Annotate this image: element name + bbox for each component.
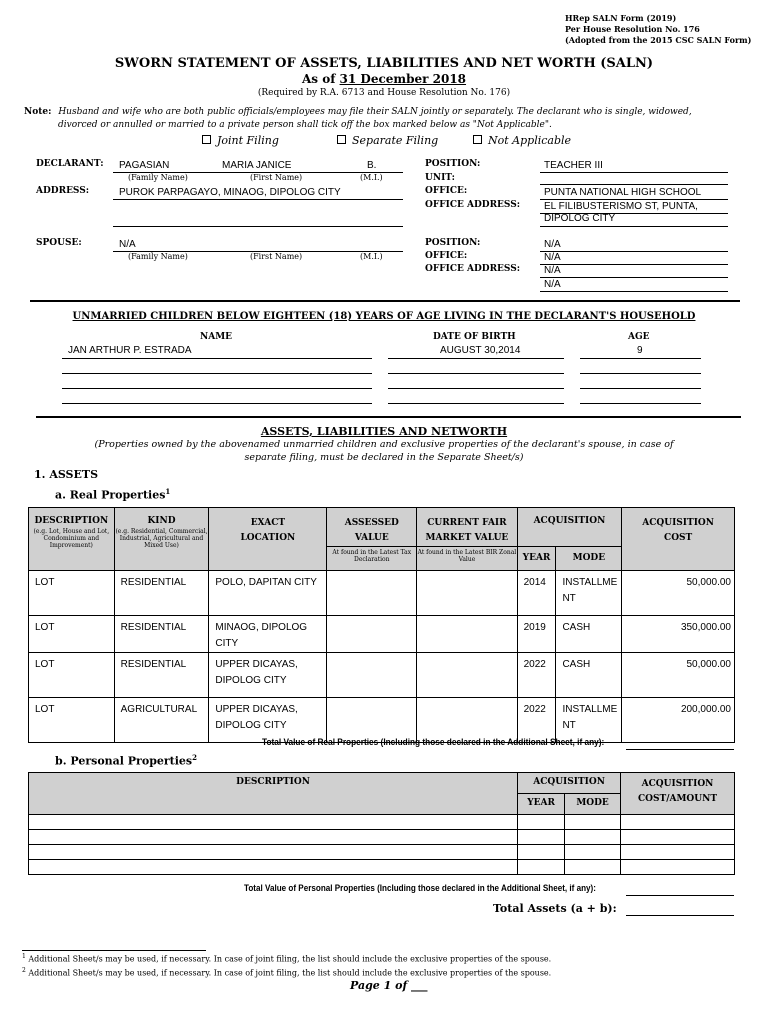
fair-market-value-header xyxy=(417,508,517,547)
total-assets-label: Total Assets (a + b): xyxy=(493,902,617,915)
not-applicable-label: Not Applicable xyxy=(488,134,572,147)
position-label: POSITION: xyxy=(425,159,481,169)
cell-fmv xyxy=(417,571,517,616)
fair-market-value-subheader xyxy=(417,547,517,571)
personal-mode-header: MODE xyxy=(565,794,621,815)
cell-cost xyxy=(621,830,735,845)
child-row-line xyxy=(62,373,372,374)
real-total-line xyxy=(626,749,734,750)
mode-line: CASH xyxy=(562,659,591,670)
assessed-value-header xyxy=(327,508,417,547)
declarant-family-name: PAGASIAN xyxy=(119,160,170,171)
divider xyxy=(540,277,728,278)
separate-filing-label: Separate Filing xyxy=(352,134,439,147)
spouse-office-address: N/A xyxy=(544,279,561,290)
address-label: ADDRESS: xyxy=(36,186,90,196)
cell-year: 2022 xyxy=(517,698,556,743)
kind-header-sub: (e.g. Residential, Commercial, Industrial, Agricultural and Mixed Use) xyxy=(115,528,208,549)
page-number: Page 1 of ___ xyxy=(350,979,428,992)
location-line: MINAOG, DIPOLOG CITY xyxy=(215,622,308,649)
fmv-sub-text: At found in the Latest BIR Zonal Value xyxy=(417,549,517,563)
cell-year: 2014 xyxy=(517,571,556,616)
spouse-label: SPOUSE: xyxy=(36,238,82,248)
child-row-line xyxy=(388,403,564,404)
description-header-text: DESCRIPTION xyxy=(34,516,109,526)
form-reference-line: Per House Resolution No. 176 xyxy=(565,24,700,34)
note-text: divorced or annulled or married to a private person shall tick off the box marked below as "Not Applicable". xyxy=(58,120,552,130)
personal-year-header: YEAR xyxy=(518,794,565,815)
table-row xyxy=(29,698,735,743)
location-line: DIPOLOG CITY xyxy=(215,675,287,686)
cell-year xyxy=(518,830,565,845)
location-line: POLO, DAPITAN CITY xyxy=(215,577,317,588)
real-total-label: Total Value of Real Properties (Including those declared in the Additional Sheet, if any): xyxy=(262,737,605,747)
children-name-header: NAME xyxy=(200,332,233,342)
form-reference xyxy=(565,13,751,46)
cell-cost xyxy=(621,815,735,830)
cell-mode xyxy=(556,616,622,653)
footnote-divider xyxy=(22,950,206,951)
assets-subtext xyxy=(0,438,768,464)
divider xyxy=(113,226,403,227)
not-applicable-option[interactable] xyxy=(473,134,571,147)
child-row-line xyxy=(62,358,372,359)
page-title: SWORN STATEMENT OF ASSETS, LIABILITIES AND NET WORTH (SALN) xyxy=(114,56,654,71)
cell-location xyxy=(209,653,327,698)
child-age: 9 xyxy=(637,345,643,356)
footnote-1 xyxy=(22,953,551,964)
checkbox-icon[interactable] xyxy=(473,135,482,144)
mode-line: NT xyxy=(562,720,576,731)
location-line: DIPOLOG CITY xyxy=(215,720,287,731)
note-block xyxy=(24,106,754,132)
personal-cost-line: COST/AMOUNT xyxy=(638,794,718,804)
cell-description: LOT xyxy=(29,698,115,743)
footnote-text: Additional Sheet/s may be used, if necessary. In case of joint filing, the list should include the exclusive properties of the spouse. xyxy=(25,954,552,964)
cell-fmv xyxy=(417,616,517,653)
spouse-position-label: POSITION: xyxy=(425,238,481,248)
location-header-line: LOCATION xyxy=(240,533,296,543)
cell-mode xyxy=(556,698,622,743)
cell-kind: RESIDENTIAL xyxy=(114,616,209,653)
location-header-line: EXACT xyxy=(250,518,286,528)
child-row-line xyxy=(388,373,564,374)
table-row xyxy=(29,845,735,860)
mi-caption: (M.I.) xyxy=(360,173,383,182)
divider xyxy=(540,226,728,227)
fmv-header-line: MARKET VALUE xyxy=(425,533,509,543)
cell-fmv xyxy=(417,653,517,698)
table-row xyxy=(29,830,735,845)
divider xyxy=(540,291,728,292)
footnote-text: Additional Sheet/s may be used, if necessary. In case of joint filing, the list should include the exclusive properties of the spouse. xyxy=(25,968,552,978)
cell-mode xyxy=(565,815,621,830)
child-row-line xyxy=(62,403,372,404)
declarant-office: PUNTA NATIONAL HIGH SCHOOL xyxy=(544,187,702,198)
cell-assessed xyxy=(327,571,417,616)
child-dob: AUGUST 30,2014 xyxy=(440,345,521,356)
cell-description: LOT xyxy=(29,571,115,616)
cell-year xyxy=(518,845,565,860)
child-row-line xyxy=(580,403,701,404)
cost-header-line: COST xyxy=(664,533,693,543)
cell-year: 2019 xyxy=(517,616,556,653)
cell-cost: 200,000.00 xyxy=(622,698,735,743)
cell-cost: 50,000.00 xyxy=(622,571,735,616)
assets-label: 1. ASSETS xyxy=(34,468,99,481)
cell-description xyxy=(29,830,518,845)
footnote-ref: 1 xyxy=(165,487,171,496)
unit-label: UNIT: xyxy=(425,173,455,183)
declarant-first-name: MARIA JANICE xyxy=(222,160,292,171)
checkbox-icon[interactable] xyxy=(337,135,346,144)
assessed-sub-text: At found in the Latest Tax Declaration xyxy=(332,549,412,563)
child-name: JAN ARTHUR P. ESTRADA xyxy=(68,345,192,356)
mode-line: INSTALLME xyxy=(562,577,618,588)
table-row xyxy=(29,860,735,875)
divider xyxy=(540,172,728,173)
footnote-ref: 2 xyxy=(192,753,197,762)
section-divider xyxy=(36,416,741,418)
declarant-office-address: EL FILIBUSTERISMO ST, PUNTA, xyxy=(544,201,698,212)
spouse-office: N/A xyxy=(544,252,561,263)
note-label: Note: xyxy=(24,107,52,117)
mode-line: CASH xyxy=(562,622,591,633)
cell-mode xyxy=(565,845,621,860)
cell-mode xyxy=(556,571,622,616)
declarant-label: DECLARANT: xyxy=(36,159,104,169)
section-divider xyxy=(30,300,740,302)
cell-description: LOT xyxy=(29,616,115,653)
real-properties-text: a. Real Properties xyxy=(55,488,166,502)
as-of-prefix: As of xyxy=(301,72,340,86)
declarant-office-address: DIPOLOG CITY xyxy=(544,213,616,224)
children-heading: UNMARRIED CHILDREN BELOW EIGHTEEN (18) YEARS OF AGE LIVING IN THE DECLARANT'S HOUSEHOLD xyxy=(72,311,696,322)
note-text: Husband and wife who are both public officials/employees may file their SALN jointly or separately. The declarant who is single, widowed, xyxy=(58,107,692,117)
joint-filing-option[interactable] xyxy=(202,134,279,147)
children-dob-header: DATE OF BIRTH xyxy=(433,332,516,342)
child-row-line xyxy=(580,388,701,389)
footnote-number: 2 xyxy=(22,967,26,974)
cell-assessed xyxy=(327,698,417,743)
location-line: UPPER DICAYAS, xyxy=(215,659,298,670)
personal-description-header: DESCRIPTION xyxy=(29,773,518,815)
assessed-header-line: ASSESSED xyxy=(344,518,399,528)
cell-year xyxy=(518,860,565,875)
cell-location xyxy=(209,698,327,743)
cell-kind: AGRICULTURAL xyxy=(114,698,209,743)
cell-kind: RESIDENTIAL xyxy=(114,653,209,698)
fmv-header-line: CURRENT FAIR xyxy=(427,518,507,528)
cost-header-line: ACQUISITION xyxy=(642,518,714,528)
personal-cost-line: ACQUISITION xyxy=(641,779,714,789)
cell-cost xyxy=(621,860,735,875)
spouse-family-name: N/A xyxy=(119,239,136,250)
cell-cost: 350,000.00 xyxy=(622,616,735,653)
cell-assessed xyxy=(327,653,417,698)
assets-subtext-line: (Properties owned by the abovenamed unmarried children and exclusive properties of the declarant's spouse, in case of xyxy=(94,439,674,450)
personal-cost-header xyxy=(621,773,735,815)
kind-header xyxy=(114,508,209,571)
description-header-sub: (e.g. Lot, House and Lot, Condominium and Improvement) xyxy=(33,528,110,549)
child-row-line xyxy=(580,373,701,374)
acquisition-header: ACQUISITION xyxy=(517,508,622,547)
divider xyxy=(540,264,728,265)
personal-acquisition-header: ACQUISITION xyxy=(518,773,621,794)
divider xyxy=(540,199,728,200)
declarant-address: PUROK PARPAGAYO, MINAOG, DIPOLOG CITY xyxy=(119,187,341,198)
cell-fmv xyxy=(417,698,517,743)
footnote-number: 1 xyxy=(22,953,26,960)
personal-total-line xyxy=(626,895,734,896)
separate-filing-option[interactable] xyxy=(337,134,438,147)
cell-description xyxy=(29,845,518,860)
family-name-caption: (Family Name) xyxy=(128,173,188,182)
child-row-line xyxy=(388,358,564,359)
description-header xyxy=(29,508,115,571)
divider xyxy=(540,184,728,185)
cell-cost: 50,000.00 xyxy=(622,653,735,698)
cell-mode xyxy=(565,860,621,875)
child-row-line xyxy=(62,388,372,389)
total-assets-line xyxy=(626,915,734,916)
as-of-line xyxy=(0,72,768,86)
cell-kind: RESIDENTIAL xyxy=(114,571,209,616)
child-row-line xyxy=(580,358,701,359)
table-row xyxy=(29,653,735,698)
assessed-value-subheader xyxy=(327,547,417,571)
personal-properties-table xyxy=(28,772,735,875)
assets-heading: ASSETS, LIABILITIES AND NETWORTH xyxy=(260,425,508,438)
form-reference-line: (Adopted from the 2015 CSC SALN Form) xyxy=(565,35,752,45)
cell-year xyxy=(518,815,565,830)
table-row xyxy=(29,571,735,616)
declarant-position: TEACHER III xyxy=(544,160,603,171)
first-name-caption: (First Name) xyxy=(250,173,303,182)
mode-header: MODE xyxy=(556,547,622,571)
mi-caption: (M.I.) xyxy=(360,252,383,261)
children-age-header: AGE xyxy=(628,332,650,342)
cell-mode xyxy=(565,830,621,845)
joint-filing-label: Joint Filing xyxy=(217,134,279,147)
cell-description xyxy=(29,815,518,830)
spouse-office-address-label: OFFICE ADDRESS: xyxy=(425,264,521,274)
as-of-date: 31 December 2018 xyxy=(339,72,467,86)
table-row xyxy=(29,616,735,653)
kind-header-text: KIND xyxy=(147,516,176,526)
required-by: (Required by R.A. 6713 and House Resolution No. 176) xyxy=(257,88,511,98)
divider xyxy=(540,251,728,252)
location-line: UPPER DICAYAS, xyxy=(215,704,298,715)
cell-location xyxy=(209,616,327,653)
cell-cost xyxy=(621,845,735,860)
mode-line: INSTALLME xyxy=(562,704,618,715)
real-properties-table xyxy=(28,507,735,743)
spouse-position: N/A xyxy=(544,239,561,250)
spouse-office-address: N/A xyxy=(544,265,561,276)
cell-assessed xyxy=(327,616,417,653)
cell-description xyxy=(29,860,518,875)
personal-properties-label xyxy=(55,753,197,768)
cell-mode xyxy=(556,653,622,698)
cell-year: 2022 xyxy=(517,653,556,698)
footnote-2 xyxy=(22,967,551,978)
first-name-caption: (First Name) xyxy=(250,252,303,261)
form-reference-line: HRep SALN Form (2019) xyxy=(565,13,677,23)
child-row-line xyxy=(388,388,564,389)
cell-location xyxy=(209,571,327,616)
real-properties-label xyxy=(55,487,170,502)
location-header xyxy=(209,508,327,571)
checkbox-icon[interactable] xyxy=(202,135,211,144)
year-header: YEAR xyxy=(517,547,556,571)
table-row xyxy=(29,815,735,830)
cell-description: LOT xyxy=(29,653,115,698)
declarant-mi: B. xyxy=(367,160,377,171)
assessed-header-line: VALUE xyxy=(354,533,389,543)
personal-properties-text: b. Personal Properties xyxy=(55,754,193,768)
spouse-office-label: OFFICE: xyxy=(425,251,468,261)
acquisition-cost-header xyxy=(622,508,735,571)
divider xyxy=(113,199,403,200)
mode-line: NT xyxy=(562,593,576,604)
personal-total-label: Total Value of Personal Properties (Including those declared in the Additional Sheet, if any): xyxy=(244,883,596,893)
family-name-caption: (Family Name) xyxy=(128,252,188,261)
office-address-label: OFFICE ADDRESS: xyxy=(425,200,521,210)
assets-subtext-line: separate filing, must be declared in the Separate Sheet/s) xyxy=(244,452,524,463)
office-label: OFFICE: xyxy=(425,186,468,196)
